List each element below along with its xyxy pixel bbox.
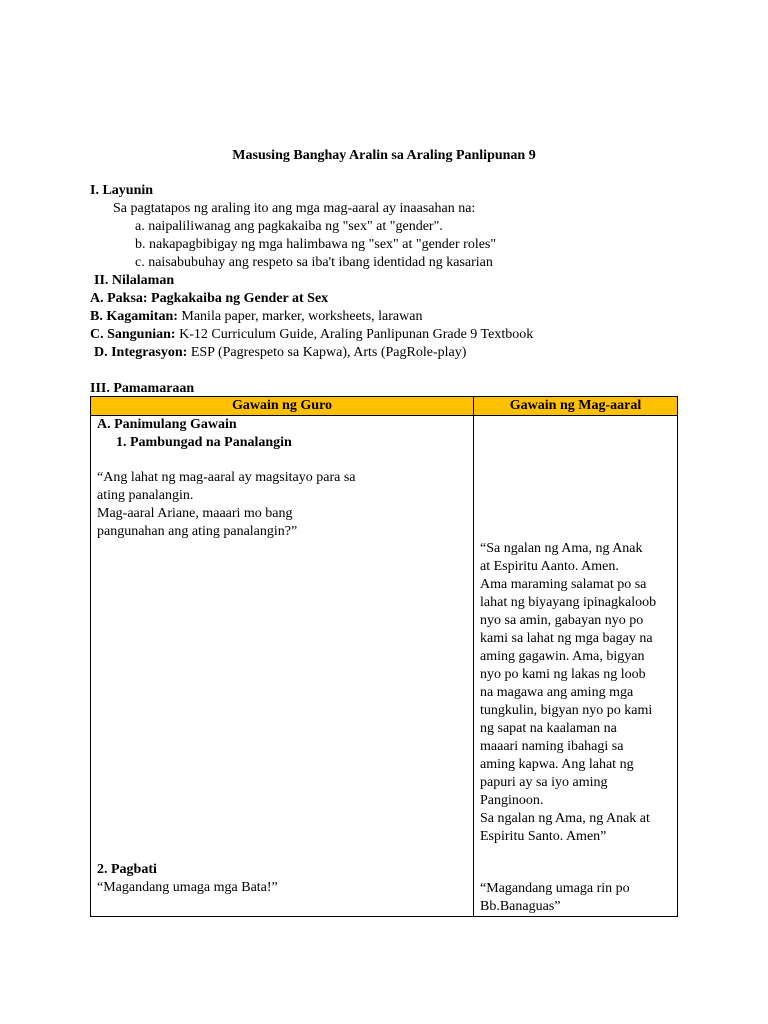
- text-line: lahat ng biyayang ipinagkaloob: [480, 595, 657, 610]
- text-line: nyo po kami ng lakas ng loob: [480, 667, 646, 682]
- guro-block-2: [97, 861, 467, 897]
- text-line: “Magandang umaga mga Bata!”: [97, 880, 278, 895]
- text-line: maaari naming ibahagi sa: [480, 739, 624, 754]
- text-line: tungkulin, bigyan nyo po kami: [480, 703, 653, 718]
- sangunian-line: [90, 326, 690, 344]
- layunin-item: c. naisabubuhay ang respeto sa iba't ibang identidad ng kasarian: [135, 255, 493, 270]
- text-line: ating panalangin.: [97, 488, 194, 503]
- guro-text: [97, 469, 467, 541]
- integrasyon-line: [90, 344, 690, 362]
- column-header-mag-aaral: Gawain ng Mag-aaral: [474, 397, 678, 416]
- mag-aaral-block-1: [480, 540, 671, 846]
- text-line: at Espiritu Aanto. Amen.: [480, 559, 619, 574]
- document-title: Masusing Banghay Aralin sa Araling Panlipunan 9: [232, 148, 536, 163]
- text-line: aming gagawin. Ama, bigyan: [480, 649, 645, 664]
- kagamitan-label: B. Kagamitan:: [90, 309, 178, 324]
- sangunian-value: K-12 Curriculum Guide, Araling Panlipunan Grade 9 Textbook: [179, 327, 534, 342]
- text-line: nyo sa amin, gabayan nyo po: [480, 613, 644, 628]
- integrasyon-label: D. Integrasyon:: [94, 345, 188, 360]
- layunin-item: a. naipaliliwanag ang pagkakaiba ng "sex" at "gender".: [135, 219, 443, 234]
- subsection-heading: 2. Pagbati: [97, 862, 157, 877]
- mag-aaral-block-2: [480, 880, 671, 916]
- text-line: Mag-aaral Ariane, maaari mo bang: [97, 506, 293, 521]
- sangunian-label: C. Sangunian:: [90, 327, 176, 342]
- text-line: “Ang lahat ng mag-aaral ay magsitayo para sa: [97, 470, 356, 485]
- text-line: Panginoon.: [480, 793, 544, 808]
- text-line: na magawa ang aming mga: [480, 685, 634, 700]
- text-line: “Magandang umaga rin po: [480, 881, 630, 896]
- text-line: papuri ay sa iyo aming: [480, 775, 608, 790]
- mag-aaral-cell: [474, 416, 678, 917]
- kagamitan-value: Manila paper, marker, worksheets, larawan: [181, 309, 423, 324]
- table-row: [91, 416, 678, 917]
- lesson-outline: [90, 182, 690, 398]
- text-line: pangunahan ang ating panalangin?”: [97, 524, 298, 539]
- table-header-row: [91, 397, 678, 416]
- subsection-heading: 1. Pambungad na Panalangin: [116, 435, 292, 450]
- text-line: aming kapwa. Ang lahat ng: [480, 757, 634, 772]
- column-header-guro: Gawain ng Guro: [91, 397, 474, 416]
- procedure-table: [90, 396, 678, 917]
- guro-block-1: [97, 416, 467, 541]
- layunin-intro: Sa pagtatapos ng araling ito ang mga mag-aaral ay inaasahan na:: [113, 201, 476, 216]
- text-line: Sa ngalan ng Ama, ng Anak at: [480, 811, 650, 826]
- layunin-heading: I. Layunin: [90, 183, 154, 198]
- text-line: “Sa ngalan ng Ama, ng Anak: [480, 541, 643, 556]
- integrasyon-value: ESP (Pagrespeto sa Kapwa), Arts (PagRole-play): [190, 345, 467, 360]
- layunin-item: b. nakapagbibigay ng mga halimbawa ng "sex" at "gender roles": [135, 237, 497, 252]
- paksa-line: A. Paksa: Pagkakaiba ng Gender at Sex: [90, 291, 329, 306]
- nilalaman-heading: II. Nilalaman: [94, 273, 175, 288]
- text-line: ng sapat na kaalaman na: [480, 721, 617, 736]
- text-line: Ama maraming salamat po sa: [480, 577, 647, 592]
- guro-cell: [91, 416, 474, 917]
- section-heading: A. Panimulang Gawain: [97, 417, 237, 432]
- kagamitan-line: [90, 308, 690, 326]
- text-line: kami sa lahat ng mga bagay na: [480, 631, 653, 646]
- text-line: Espiritu Santo. Amen”: [480, 829, 607, 844]
- pamamaraan-heading: III. Pamamaraan: [90, 381, 195, 396]
- text-line: Bb.Banaguas”: [480, 899, 561, 914]
